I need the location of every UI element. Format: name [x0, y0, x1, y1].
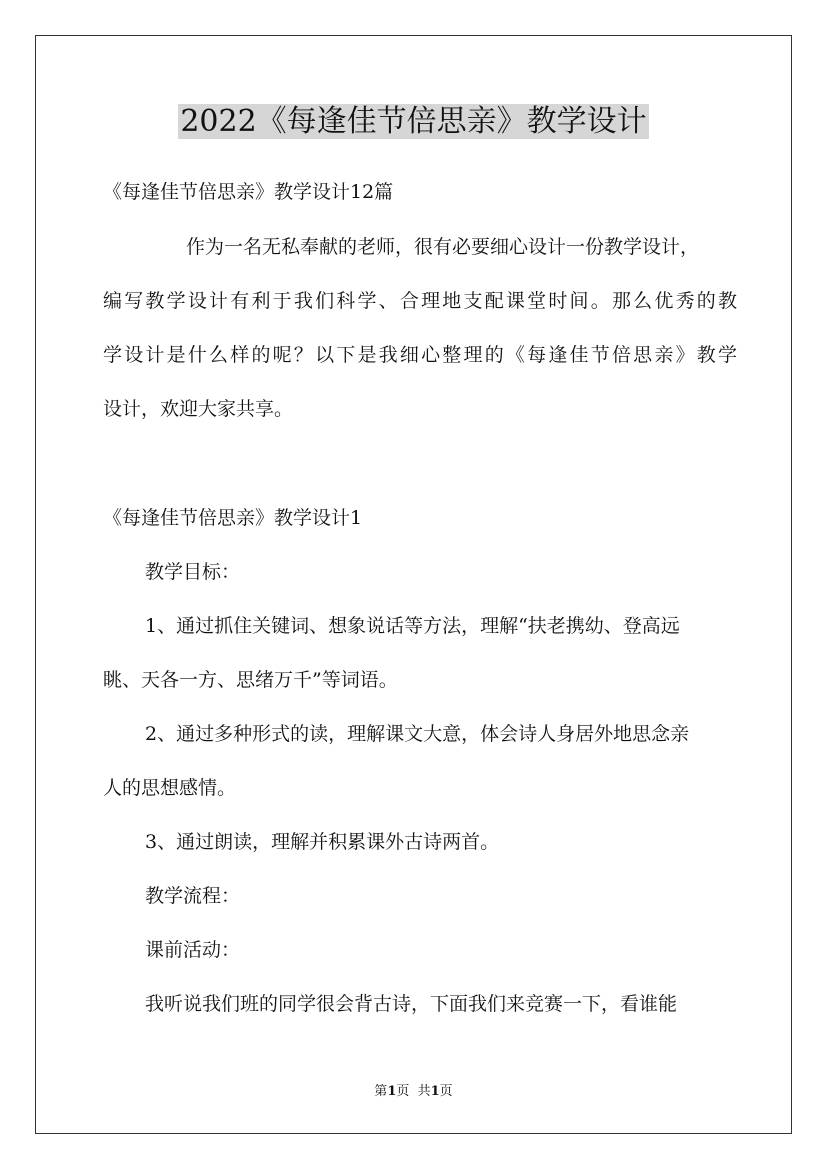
section-heading: 《每逢佳节倍思亲》教学设计1 [103, 507, 363, 529]
intro-line-3: 学设计是什么样的呢？以下是我细心整理的《每逢佳节倍思亲》教学 [103, 344, 737, 366]
process-label: 教学流程： [145, 885, 241, 907]
page-footer [0, 1083, 827, 1101]
intro-line-2: 编写教学设计有利于我们科学、合理地支配课堂时间。那么优秀的教 [103, 290, 737, 312]
objective-3: 3、通过朗读，理解并积累课外古诗两首。 [145, 831, 500, 853]
document-title-text: 2022《每逢佳节倍思亲》教学设计 [180, 104, 647, 139]
objective-2-line-1: 2、通过多种形式的读，理解课文大意，体会诗人身居外地思念亲 [145, 723, 690, 745]
document-subtitle: 《每逢佳节倍思亲》教学设计12篇 [103, 181, 394, 203]
objective-1-line-1: 1、通过抓住关键词、想象说话等方法，理解“扶老携幼、登高远 [145, 615, 680, 637]
page-prefix: 第 [374, 1084, 388, 1099]
objective-2-line-2: 人的思想感情。 [103, 777, 237, 799]
pre-class-text: 我听说我们班的同学很会背古诗，下面我们来竞赛一下，看谁能 [145, 993, 678, 1015]
page-mid: 页 共 [396, 1084, 431, 1099]
page-current: 1 [387, 1084, 397, 1099]
objectives-label: 教学目标： [145, 561, 241, 583]
document-title [0, 100, 827, 144]
pre-class-label: 课前活动： [145, 939, 241, 961]
intro-line-4: 设计，欢迎大家共享。 [103, 398, 294, 420]
objective-1-line-2: 眺、天各一方、思绪万千”等词语。 [103, 669, 398, 691]
page-total: 1 [430, 1084, 440, 1099]
intro-line-1: 作为一名无私奉献的老师，很有必要细心设计一份教学设计， [186, 236, 700, 258]
page-suffix: 页 [439, 1084, 453, 1099]
